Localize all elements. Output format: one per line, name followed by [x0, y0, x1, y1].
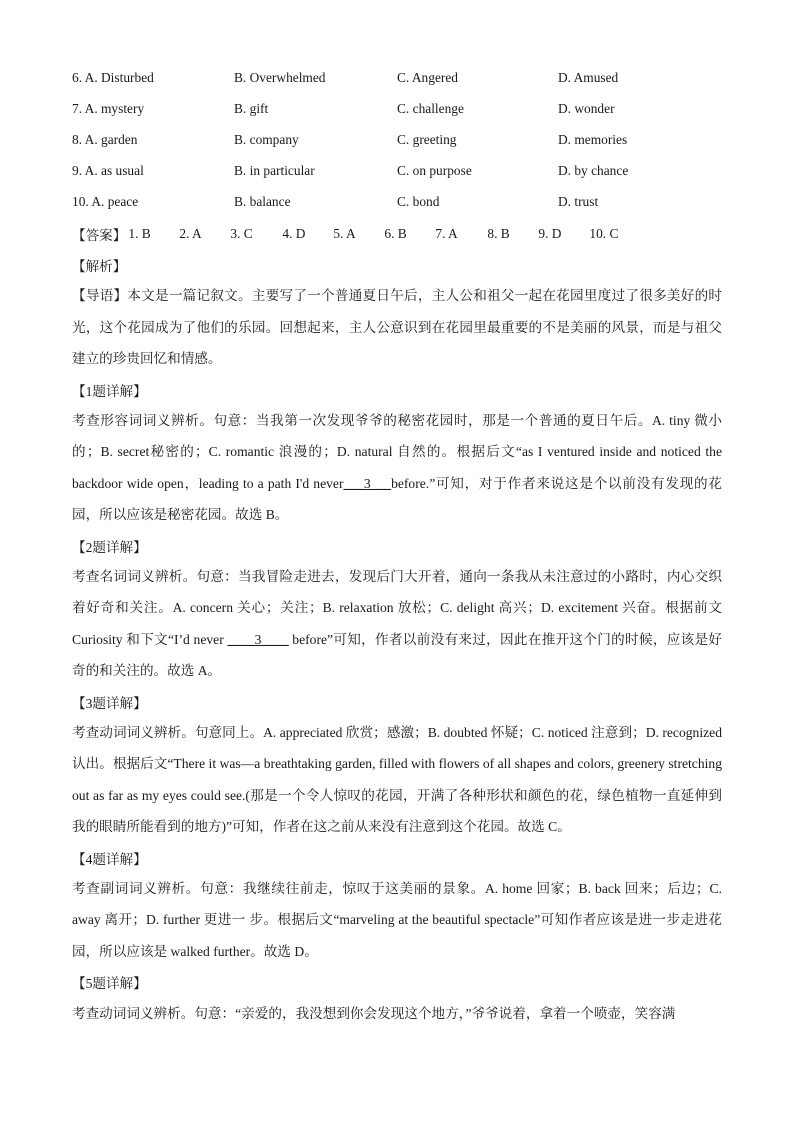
option-row: [72, 93, 722, 124]
answer-item: 1. B: [128, 225, 151, 241]
section-4-title: 【4题详解】: [72, 851, 147, 867]
explanation-text: before.”可知，对于作者来说这是个以前没有发现的花园，所以应该是秘密花园。故选 B。: [72, 475, 722, 522]
option-d: D. memories: [558, 131, 628, 147]
answer-key: [72, 218, 722, 249]
option-a: 7. A. mystery: [72, 100, 145, 116]
explanation-text: 考查名词词义辨析。句意：当我冒险走进去，发现后门大开着，通向一条我从未注意过的小路时，内心交织着好奇和关注。A. concern 关心；关注；B. relaxation 放松；C. delight 高兴；D. excitement 兴奋。根据前文 Curiosity 和下文“I’d never: [72, 569, 722, 647]
option-c: C. on purpose: [397, 163, 472, 179]
option-b: B. balance: [234, 194, 291, 210]
answer-item: 4. D: [282, 225, 306, 241]
option-row: [72, 62, 722, 93]
option-c: C. greeting: [397, 131, 457, 147]
section-1-title: 【1题详解】: [72, 383, 147, 399]
section-2-explanation: [72, 561, 722, 686]
option-b: B. gift: [234, 100, 269, 116]
option-a: 8. A. garden: [72, 131, 138, 147]
option-a: 10. A. peace: [72, 194, 139, 210]
blank-line: ___3___: [343, 475, 392, 491]
answer-item: 5. A: [333, 225, 356, 241]
section-5-title: 【5题详解】: [72, 976, 147, 992]
intro-paragraph: 【导语】本文是一篇记叙文。主要写了一个普通夏日午后，主人公和祖父一起在花园里度过了很多美好的时光，这个花园成为了他们的乐园。回想起来，主人公意识到在花园里最重要的不是美丽的风景，而是与祖父建立的珍贵回忆和情感。: [72, 288, 722, 366]
option-row: [72, 156, 722, 187]
answer-item: 3. C: [230, 225, 253, 241]
section-2-title: 【2题详解】: [72, 539, 147, 555]
option-c: C. Angered: [397, 69, 458, 85]
answer-item: 7. A: [435, 225, 458, 241]
option-d: D. trust: [558, 194, 599, 210]
section-1-explanation: [72, 405, 722, 530]
answer-item: 8. B: [487, 225, 510, 241]
section-3-explanation: 考查动词词义辨析。句意同上。A. appreciated 欣赏；感激；B. doubted 怀疑；C. noticed 注意到；D. recognized 认出。根据后文“There it was—a breathtaking garden, filled with flowers of all shapes and colors, greenery stretching out as far as my eyes could see.(那是一个令人惊叹的花园，开满了各种形状和颜色的花，绿色植物一直延伸到我的眼睛所能看到的地方)”可知，作者在这之前从来没有注意到这个花园。故选 C。: [72, 725, 722, 834]
option-a: 9. A. as usual: [72, 163, 144, 179]
option-row: [72, 187, 722, 218]
explanation-text: before”可知，作者以前没有来过，因此在推开这个门的时候，应该是好奇的和关注的。故选 A。: [72, 631, 722, 678]
section-5-explanation: 考查动词词义辨析。句意：“亲爱的，我没想到你会发现这个地方，”爷爷说着，拿着一个喷壶，笑容满: [72, 1005, 676, 1021]
option-d: D. Amused: [558, 69, 619, 85]
option-b: B. in particular: [234, 163, 315, 179]
analysis-heading: 【解析】: [72, 258, 127, 274]
option-d: D. by chance: [558, 163, 629, 179]
document-page: [72, 62, 722, 1029]
option-c: C. challenge: [397, 100, 464, 116]
option-b: B. company: [234, 131, 299, 147]
blank-line: ____3____: [227, 631, 289, 647]
option-c: C. bond: [397, 194, 440, 210]
answer-item: 2. A: [179, 225, 202, 241]
section-3-title: 【3题详解】: [72, 695, 147, 711]
answer-item: 9. D: [538, 225, 562, 241]
option-row: [72, 124, 722, 155]
option-a: 6. A. Disturbed: [72, 69, 154, 85]
answer-label: 【答案】: [72, 227, 127, 243]
explanation-text: 考查形容词词义辨析。句意：当我第一次发现爷爷的秘密花园时，那是一个普通的夏日午后。A. tiny 微小的；B. secret秘密的；C. romantic 浪漫的；D. natural 自然的。根据后文“as I ventured inside and noticed the backdoor wide open，leading to a path I'd never: [72, 413, 722, 491]
answer-item: 10. C: [589, 225, 619, 241]
option-d: D. wonder: [558, 100, 615, 116]
option-b: B. Overwhelmed: [234, 69, 326, 85]
section-4-explanation: 考查副词词义辨析。句意：我继续往前走，惊叹于这美丽的景象。A. home 回家；B. back 回来；后边；C. away 离开；D. further 更进一 步。根据后文“marveling at the beautiful spectacle”可知作者应该是进一步走进花园，所以应该是 walked further。故选 D。: [72, 881, 722, 959]
answer-item: 6. B: [384, 225, 407, 241]
options-table: [72, 62, 722, 218]
